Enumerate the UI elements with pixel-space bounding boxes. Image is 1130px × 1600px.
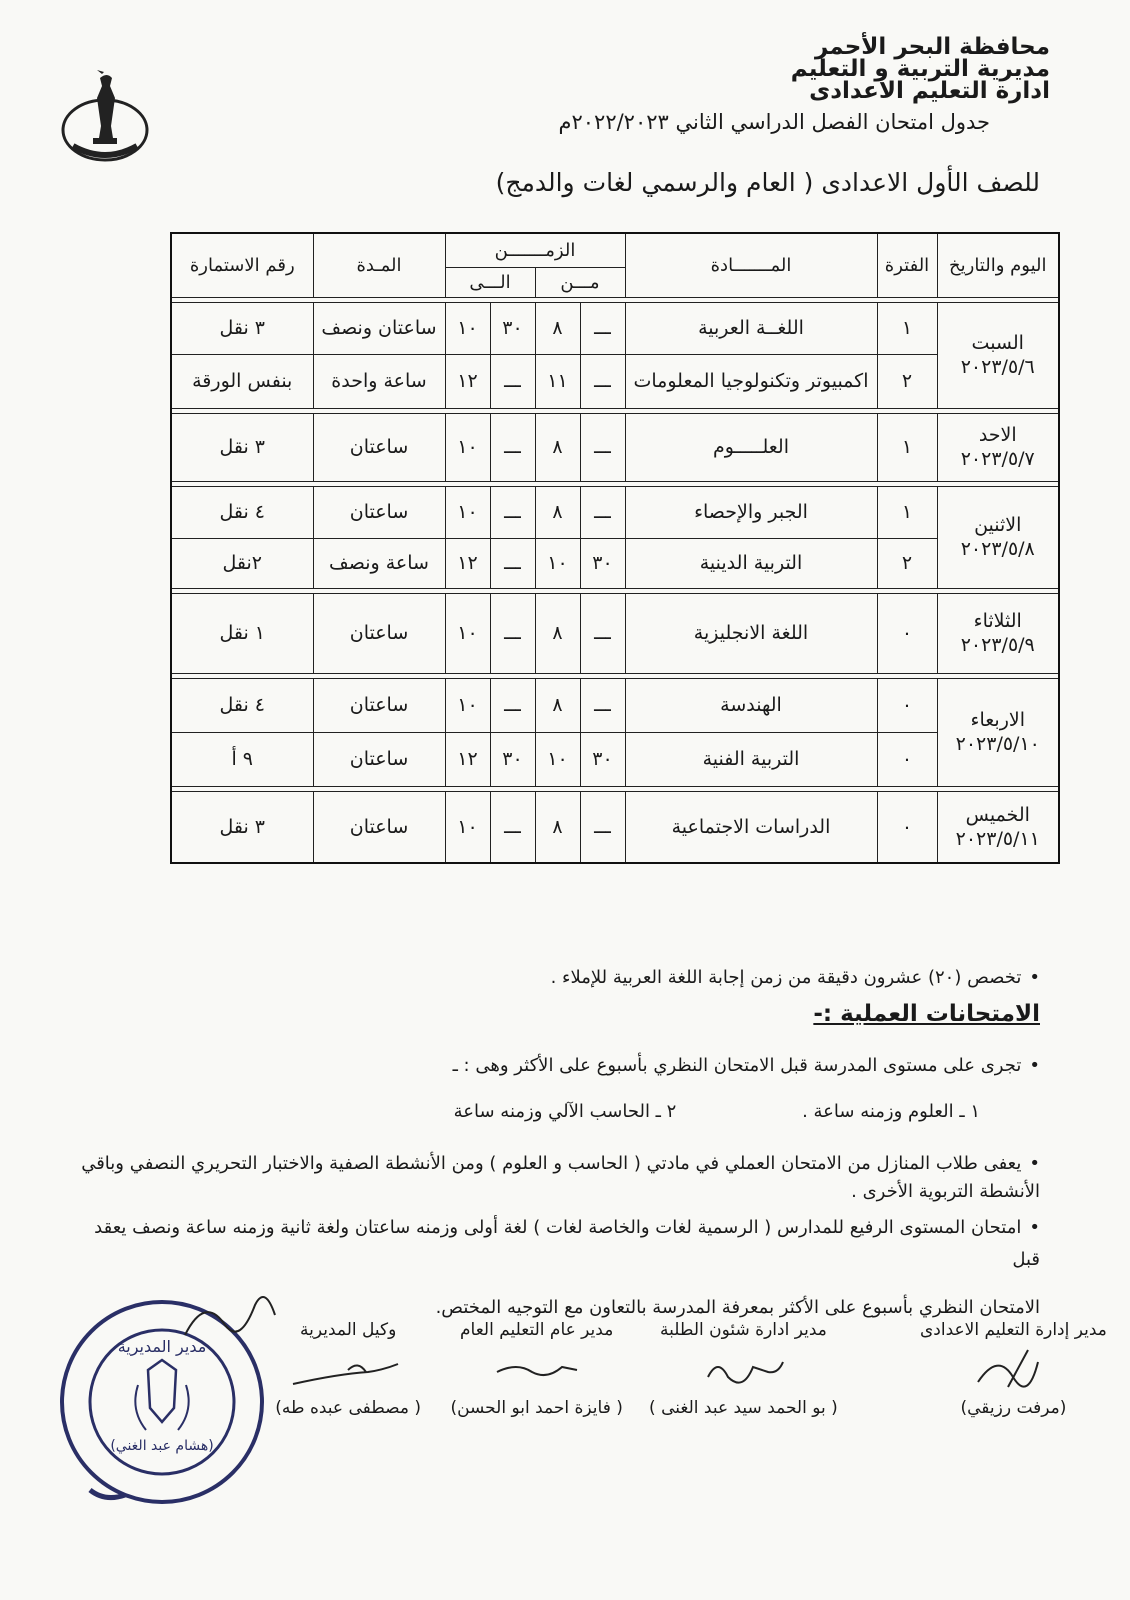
form-cell: ٤ نقل — [171, 486, 313, 538]
from-minute-cell: ٣٠ — [580, 732, 625, 786]
duration-cell: ساعتان — [313, 791, 445, 863]
table-row — [171, 678, 1059, 732]
table-row — [171, 413, 1059, 481]
from-hour-cell: ٨ — [535, 486, 580, 538]
table-row — [171, 593, 1059, 673]
day-cell: الاحد ٢٠٢٣/٥/٧ — [937, 413, 1059, 481]
exemption-note: • يعفى طلاب المنازل من الامتحان العملي في مادتي ( الحاسب و العلوم ) ومن الأنشطة الصفية والاختبار التحريري النصفي وباقي الأنشطة التربوية الأخرى . — [80, 1150, 1040, 1206]
from-minute-cell: ـــ — [580, 354, 625, 408]
signature-student-affairs — [649, 1320, 838, 1418]
period-cell: ٠ — [877, 678, 937, 732]
from-hour-cell: ٨ — [535, 302, 580, 354]
to-minute-cell: ـــ — [490, 486, 535, 538]
signature-title: مدير ادارة شئون الطلبة — [660, 1320, 827, 1340]
form-cell: ٣ نقل — [171, 302, 313, 354]
duration-cell: ساعة ونصف — [313, 538, 445, 588]
practical-exams-heading: الامتحانات العملية :- — [813, 1001, 1040, 1027]
from-hour-cell: ١٠ — [535, 732, 580, 786]
signature-name: ( فايزة احمد ابو الحسن) — [450, 1398, 623, 1418]
header-period: الفترة — [877, 233, 937, 297]
to-hour-cell: ١٠ — [445, 486, 490, 538]
subject-cell: الجبر والإحصاء — [625, 486, 877, 538]
from-minute-cell: ـــ — [580, 678, 625, 732]
period-cell: ١ — [877, 413, 937, 481]
header-to: الـــى — [445, 267, 535, 297]
handwritten-signature-icon — [968, 1342, 1058, 1397]
form-cell: بنفس الورقة — [171, 354, 313, 408]
table-row — [171, 538, 1059, 588]
from-hour-cell: ٨ — [535, 413, 580, 481]
from-hour-cell: ٨ — [535, 593, 580, 673]
from-hour-cell: ١٠ — [535, 538, 580, 588]
form-cell: ٣ نقل — [171, 413, 313, 481]
duration-cell: ساعتان ونصف — [313, 302, 445, 354]
document-title: جدول امتحان الفصل الدراسي الثاني ٢٠٢٢/٢٠٢٣م — [558, 110, 990, 134]
duration-cell: ساعتان — [313, 732, 445, 786]
practical-item-computer: ٢ ـ الحاسب الآلي وزمنه ساعة — [453, 1101, 677, 1122]
practical-items — [80, 1096, 1040, 1128]
day-cell: الخميس ٢٠٢٣/٥/١١ — [937, 791, 1059, 863]
signature-general-education — [450, 1320, 623, 1418]
table-row — [171, 486, 1059, 538]
signature-title: وكيل المديرية — [300, 1320, 397, 1340]
header-form: رقم الاستمارة — [171, 233, 313, 297]
to-hour-cell: ١٢ — [445, 732, 490, 786]
header-administration: ادارة التعليم الاعدادى — [809, 78, 1050, 104]
to-minute-cell: ـــ — [490, 413, 535, 481]
period-cell: ٠ — [877, 593, 937, 673]
schedule-table — [170, 232, 1060, 864]
to-minute-cell: ٣٠ — [490, 302, 535, 354]
table-row — [171, 791, 1059, 863]
period-cell: ٢ — [877, 538, 937, 588]
stamp-name: (هشام عبد الغني) — [110, 1438, 214, 1454]
to-hour-cell: ١٠ — [445, 678, 490, 732]
signature-title: مدير عام التعليم العام — [460, 1320, 614, 1340]
governorate-logo — [55, 68, 155, 168]
to-hour-cell: ١٠ — [445, 302, 490, 354]
period-cell: ٠ — [877, 732, 937, 786]
form-cell: ١ نقل — [171, 593, 313, 673]
signature-name: (مرفت رزيقي) — [960, 1398, 1067, 1418]
header-from: مـــن — [535, 267, 625, 297]
to-minute-cell: ـــ — [490, 593, 535, 673]
handwritten-signature-icon — [693, 1342, 793, 1397]
notes-section — [80, 962, 1040, 1324]
day-cell: السبت ٢٠٢٣/٥/٦ — [937, 302, 1059, 408]
subject-cell: التربية الفنية — [625, 732, 877, 786]
handwritten-annotation-icon — [175, 1275, 285, 1355]
subject-cell: اكمبيوتر وتكنولوجيا المعلومات — [625, 354, 877, 408]
form-cell: ٢نقل — [171, 538, 313, 588]
to-minute-cell: ٣٠ — [490, 732, 535, 786]
schedule-table-wrapper — [170, 232, 1058, 864]
practical-item-science: ١ ـ العلوم وزمنه ساعة . — [802, 1101, 980, 1122]
from-minute-cell: ـــ — [580, 593, 625, 673]
subject-cell: العلـــــوم — [625, 413, 877, 481]
from-minute-cell: ـــ — [580, 791, 625, 863]
table-header-row — [171, 233, 1059, 267]
subject-cell: اللغة الانجليزية — [625, 593, 877, 673]
handwritten-signature-icon — [288, 1342, 408, 1397]
form-cell: ٣ نقل — [171, 791, 313, 863]
header-subject: المـــــــادة — [625, 233, 877, 297]
dictation-note: • تخصص (٢٠) عشرون دقيقة من زمن إجابة اللغة العربية للإملاء . — [80, 962, 1040, 994]
from-minute-cell: ـــ — [580, 413, 625, 481]
subject-cell: التربية الدينية — [625, 538, 877, 588]
header-governorate: محافظة البحر الأحمر — [815, 34, 1050, 60]
to-minute-cell: ـــ — [490, 791, 535, 863]
duration-cell: ساعة واحدة — [313, 354, 445, 408]
practical-timing-note: • تجرى على مستوى المدرسة قبل الامتحان النظري بأسبوع على الأكثر وهى : ـ — [80, 1050, 1040, 1082]
period-cell: ٠ — [877, 791, 937, 863]
header-duration: المـدة — [313, 233, 445, 297]
period-cell: ١ — [877, 302, 937, 354]
duration-cell: ساعتان — [313, 678, 445, 732]
duration-cell: ساعتان — [313, 413, 445, 481]
from-hour-cell: ١١ — [535, 354, 580, 408]
to-hour-cell: ١٢ — [445, 354, 490, 408]
period-cell: ٢ — [877, 354, 937, 408]
from-hour-cell: ٨ — [535, 791, 580, 863]
day-cell: الاثنين ٢٠٢٣/٥/٨ — [937, 486, 1059, 588]
table-row — [171, 732, 1059, 786]
signature-name: ( بو الحمد سيد عبد الغنى ) — [649, 1398, 838, 1418]
from-minute-cell: ٣٠ — [580, 538, 625, 588]
to-minute-cell: ـــ — [490, 678, 535, 732]
form-cell: ٤ نقل — [171, 678, 313, 732]
advanced-level-note: • امتحان المستوى الرفيع للمدارس ( الرسمية لغات والخاصة لغات ) لغة أولى وزمنه ساعتان ولغة ثانية وزمنه ساعة ونصف يعقد قبل — [80, 1212, 1040, 1276]
handwritten-signature-icon — [487, 1342, 587, 1397]
subject-cell: الهندسة — [625, 678, 877, 732]
to-hour-cell: ١٠ — [445, 791, 490, 863]
header-organization — [791, 36, 1050, 102]
duration-cell: ساعتان — [313, 486, 445, 538]
header-directorate: مديرية التربية و التعليم — [790, 56, 1050, 82]
signature-prep-education — [920, 1320, 1107, 1418]
period-cell: ١ — [877, 486, 937, 538]
from-minute-cell: ـــ — [580, 302, 625, 354]
header-time: الزمـــــــن — [445, 233, 625, 267]
advanced-level-note-continued: الامتحان النظري بأسبوع على الأكثر بمعرفة المدرسة بالتعاون مع التوجيه المختص. — [435, 1297, 1040, 1318]
signatures-block — [160, 1320, 1107, 1450]
signature-title: مدير إدارة التعليم الاعدادى — [920, 1320, 1107, 1340]
day-cell: الاربعاء ٢٠٢٣/٥/١٠ — [937, 678, 1059, 786]
signature-name: ( مصطفى عبده طه) — [275, 1398, 422, 1418]
duration-cell: ساعتان — [313, 593, 445, 673]
document-subtitle: للصف الأول الاعدادى ( العام والرسمي لغات والدمج) — [495, 168, 1040, 197]
header-day: اليوم والتاريخ — [937, 233, 1059, 297]
subject-cell: الدراسات الاجتماعية — [625, 791, 877, 863]
form-cell: ٩ أ — [171, 732, 313, 786]
to-minute-cell: ـــ — [490, 354, 535, 408]
stamp-title: مدير المديرية — [117, 1337, 207, 1356]
to-hour-cell: ١٠ — [445, 593, 490, 673]
signature-deputy-director — [275, 1320, 422, 1418]
to-hour-cell: ١٢ — [445, 538, 490, 588]
table-row — [171, 354, 1059, 408]
to-hour-cell: ١٠ — [445, 413, 490, 481]
from-minute-cell: ـــ — [580, 486, 625, 538]
to-minute-cell: ـــ — [490, 538, 535, 588]
day-cell: الثلاثاء ٢٠٢٣/٥/٩ — [937, 593, 1059, 673]
table-row — [171, 302, 1059, 354]
subject-cell: اللغــة العربية — [625, 302, 877, 354]
from-hour-cell: ٨ — [535, 678, 580, 732]
